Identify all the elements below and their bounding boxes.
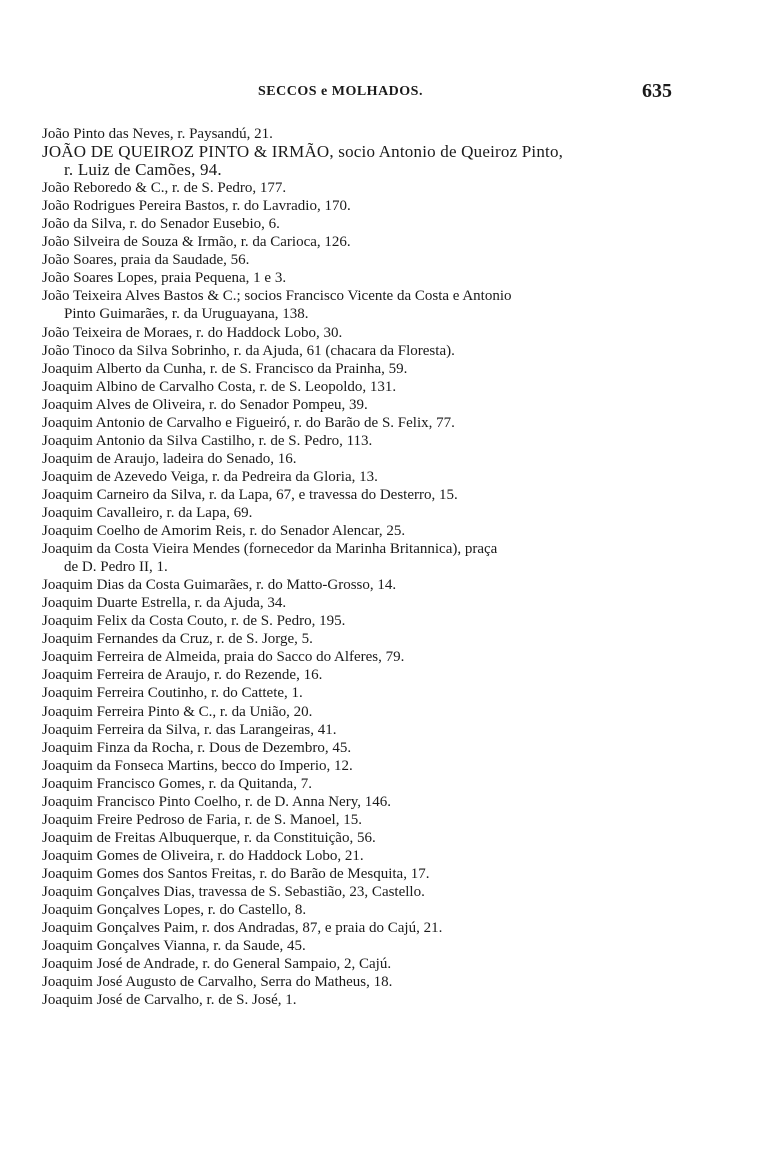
directory-entry: [42, 648, 692, 666]
directory-entry: [42, 955, 692, 973]
directory-entry: [42, 684, 692, 702]
directory-entry: [42, 973, 692, 991]
directory-entry: [42, 901, 692, 919]
entry-line: João Silveira de Souza & Irmão, r. da Carioca, 126.: [42, 234, 351, 251]
entry-line: João da Silva, r. do Senador Eusebio, 6.: [42, 216, 280, 233]
entry-line: Joaquim Gonçalves Vianna, r. da Saude, 45.: [42, 938, 306, 955]
directory-entry: [42, 125, 692, 143]
entry-line: Joaquim Ferreira Pinto & C., r. da União, 20.: [42, 703, 313, 720]
entry-line: Joaquim Coelho de Amorim Reis, r. do Senador Alencar, 25.: [42, 523, 406, 540]
directory-entry: [42, 251, 692, 269]
entry-line: Joaquim da Costa Vieira Mendes (fornecedor da Marinha Britannica), praça: [42, 541, 498, 558]
entry-line: Joaquim José de Andrade, r. do General Sampaio, 2, Cajú.: [42, 956, 392, 973]
entry-line: João Tinoco da Silva Sobrinho, r. da Ajuda, 61 (chacara da Floresta).: [42, 342, 455, 359]
entry-line: Joaquim Ferreira de Almeida, praia do Sacco do Alferes, 79.: [42, 649, 405, 666]
directory-entry: [42, 504, 692, 522]
entry-line: Joaquim da Fonseca Martins, becco do Imperio, 12.: [42, 757, 353, 774]
entry-line: Joaquim Duarte Estrella, r. da Ajuda, 34.: [42, 595, 287, 612]
entry-line: Joaquim de Azevedo Veiga, r. da Pedreira da Gloria, 13.: [42, 468, 378, 485]
entry-line: João Soares Lopes, praia Pequena, 1 e 3.: [42, 270, 287, 287]
entry-line: João Teixeira de Moraes, r. do Haddock Lobo, 30.: [42, 324, 343, 341]
directory-entry: [42, 937, 692, 955]
entry-line: Joaquim Gonçalves Lopes, r. do Castello, 8.: [42, 902, 307, 919]
directory-entry: [42, 630, 692, 648]
entry-line: Joaquim José Augusto de Carvalho, Serra do Matheus, 18.: [42, 974, 393, 991]
entry-line: r. Luiz de Camões, 94.: [64, 160, 222, 180]
directory-entry: [42, 143, 692, 179]
entry-line: Pinto Guimarães, r. da Uruguayana, 138.: [64, 306, 309, 323]
entry-line: Joaquim Carneiro da Silva, r. da Lapa, 67, e travessa do Desterro, 15.: [42, 486, 458, 503]
directory-entry: [42, 179, 692, 197]
directory-entry: [42, 450, 692, 468]
directory-entry: [42, 612, 692, 630]
directory-entry: [42, 883, 692, 901]
directory-entry: [42, 486, 692, 504]
directory-entry: [42, 432, 692, 450]
directory-entry: [42, 360, 692, 378]
entry-line: João Teixeira Alves Bastos & C.; socios Francisco Vicente da Costa e Antonio: [42, 288, 512, 305]
directory-entry: [42, 287, 692, 323]
entry-line: Joaquim Alberto da Cunha, r. de S. Francisco da Prainha, 59.: [42, 360, 408, 377]
directory-entry: [42, 829, 692, 847]
entry-line: Joaquim Antonio de Carvalho e Figueiró, r. do Barão de S. Felix, 77.: [42, 414, 455, 431]
directory-entry: [42, 197, 692, 215]
entry-line: Joaquim Ferreira Coutinho, r. do Cattete, 1.: [42, 685, 303, 702]
directory-entry: [42, 324, 692, 342]
entry-line: Joaquim de Araujo, ladeira do Senado, 16.: [42, 450, 297, 467]
entry-line: João Rodrigues Pereira Bastos, r. do Lavradio, 170.: [42, 198, 351, 215]
entry-line: JOÃO DE QUEIROZ PINTO & IRMÃO, socio Antonio de Queiroz Pinto,: [42, 142, 564, 162]
page-header: [0, 78, 757, 108]
directory-entry: [42, 468, 692, 486]
entry-line: Joaquim Francisco Pinto Coelho, r. de D. Anna Nery, 146.: [42, 793, 391, 810]
directory-entry: [42, 757, 692, 775]
entry-line: Joaquim Cavalleiro, r. da Lapa, 69.: [42, 504, 253, 521]
directory-entry: [42, 811, 692, 829]
directory-entry: [42, 739, 692, 757]
entry-line: Joaquim de Freitas Albuquerque, r. da Constituição, 56.: [42, 829, 376, 846]
directory-entry: [42, 793, 692, 811]
directory-entry: [42, 865, 692, 883]
entry-line: Joaquim Gomes de Oliveira, r. do Haddock Lobo, 21.: [42, 847, 364, 864]
directory-entry: [42, 522, 692, 540]
entry-line: Joaquim Finza da Rocha, r. Dous de Dezembro, 45.: [42, 739, 352, 756]
directory-entry: [42, 269, 692, 287]
directory-entry: [42, 233, 692, 251]
page-number: 635: [642, 80, 672, 102]
directory-entry: [42, 215, 692, 233]
entry-line: Joaquim Freire Pedroso de Faria, r. de S. Manoel, 15.: [42, 811, 362, 828]
entry-line: Joaquim Felix da Costa Couto, r. de S. Pedro, 195.: [42, 613, 346, 630]
directory-entry: [42, 991, 692, 1009]
directory-entry: [42, 378, 692, 396]
entry-line: João Pinto das Neves, r. Paysandú, 21.: [42, 126, 273, 142]
entry-line: Joaquim Alves de Oliveira, r. do Senador Pompeu, 39.: [42, 396, 368, 413]
entry-line: Joaquim Albino de Carvalho Costa, r. de S. Leopoldo, 131.: [42, 378, 397, 395]
entry-line: Joaquim Fernandes da Cruz, r. de S. Jorge, 5.: [42, 631, 313, 648]
entry-line: Joaquim Gonçalves Paim, r. dos Andradas, 87, e praia do Cajú, 21.: [42, 920, 443, 937]
entry-line: João Soares, praia da Saudade, 56.: [42, 252, 250, 269]
directory-entry: [42, 666, 692, 684]
entry-line: de D. Pedro II, 1.: [64, 559, 168, 576]
entry-line: Joaquim Antonio da Silva Castilho, r. de S. Pedro, 113.: [42, 432, 373, 449]
directory-entry: [42, 414, 692, 432]
directory-entry: [42, 847, 692, 865]
entry-line: Joaquim Gomes dos Santos Freitas, r. do Barão de Mesquita, 17.: [42, 865, 430, 882]
directory-entry: [42, 396, 692, 414]
entry-line: Joaquim Francisco Gomes, r. da Quitanda, 7.: [42, 775, 312, 792]
entry-line: Joaquim Gonçalves Dias, travessa de S. Sebastião, 23, Castello.: [42, 883, 425, 900]
running-head: SECCOS e MOLHADOS.: [258, 84, 423, 99]
directory-entry: [42, 721, 692, 739]
entry-line: João Reboredo & C., r. de S. Pedro, 177.: [42, 180, 287, 197]
directory-entry: [42, 594, 692, 612]
directory-entry: [42, 919, 692, 937]
directory-entry: [42, 342, 692, 360]
entry-line: Joaquim Ferreira de Araujo, r. do Rezende, 16.: [42, 667, 323, 684]
directory-entry: [42, 775, 692, 793]
directory-entry-list: [42, 125, 692, 1009]
directory-entry: [42, 703, 692, 721]
directory-entry: [42, 576, 692, 594]
directory-entry: [42, 540, 692, 576]
entry-line: Joaquim Dias da Costa Guimarães, r. do Matto-Grosso, 14.: [42, 577, 397, 594]
entry-line: Joaquim José de Carvalho, r. de S. José, 1.: [42, 992, 297, 1009]
entry-line: Joaquim Ferreira da Silva, r. das Larangeiras, 41.: [42, 721, 337, 738]
